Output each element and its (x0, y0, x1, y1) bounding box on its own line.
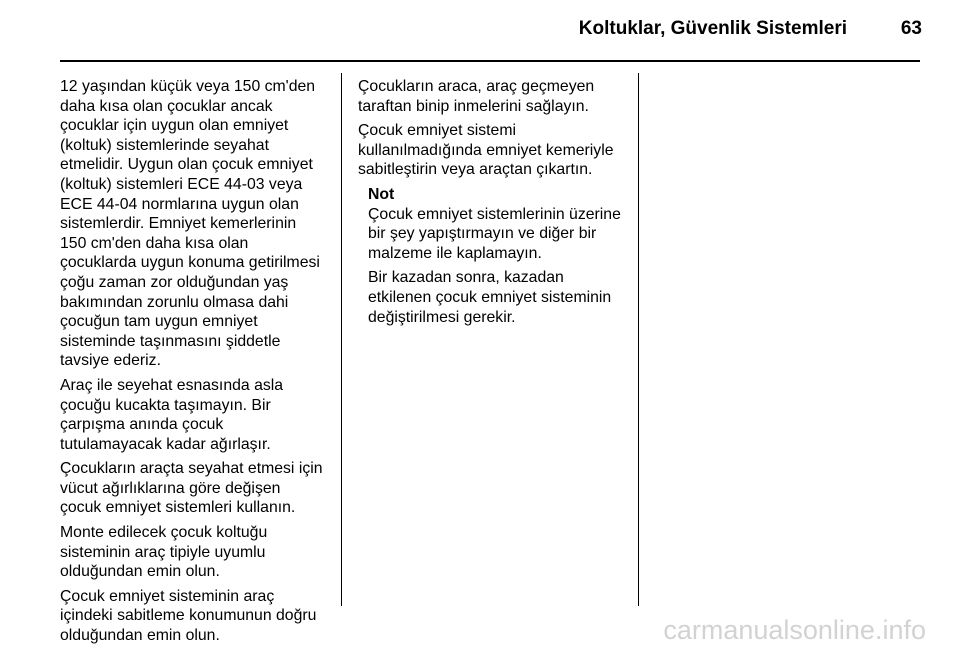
paragraph-7 (358, 121, 621, 180)
text-line: etmelidir. Uygun olan çocuk emniyet (60, 156, 313, 174)
paragraph-1 (60, 77, 323, 371)
paragraph-5 (60, 587, 323, 646)
text-line: vücut ağırlıklarına göre değişen (60, 479, 281, 497)
paragraph-4 (60, 523, 323, 582)
footer-watermark: carmanualsonline.info (663, 615, 926, 645)
paragraph-3 (60, 459, 323, 518)
text-line: bir şey yapıştırmayın ve diğer bir (368, 225, 597, 243)
text-line: sabitleştirin veya araçtan çıkartın. (358, 161, 593, 179)
text-line: daha kısa olan çocuklar ancak (60, 97, 273, 115)
text-line: 150 cm'den daha kısa olan (60, 234, 249, 252)
text-line: tavsiye ederiz. (60, 352, 161, 370)
text-line: sisteminin araç tipiyle uyumlu (60, 543, 266, 561)
text-line: çocuğun tam uygun emniyet (60, 313, 258, 331)
text-line: taraftan binip inmelerini sağlayın. (358, 97, 589, 115)
text-line: (koltuk) sistemleri ECE 44-03 veya (60, 175, 303, 193)
text-line: Araç ile seyehat esnasında asla (60, 376, 284, 394)
paragraph-2 (60, 376, 323, 454)
text-line: çocuk emniyet sistemleri kullanın. (60, 499, 296, 517)
text-column-2 (358, 77, 621, 332)
note-paragraph-2 (368, 268, 621, 327)
text-line: sisteminde taşınmasını şiddetle (60, 332, 281, 350)
text-line: çoğu zaman zor olduğundan yaş (60, 273, 289, 291)
page-title: Koltuklar, Güvenlik Sistemleri (578, 18, 847, 39)
text-line: Bir kazadan sonra, kazadan (368, 269, 564, 287)
text-line: Çocuk emniyet sistemlerinin üzerine (368, 205, 621, 223)
text-line: sistemlerdir. Emniyet kemerlerinin (60, 215, 297, 233)
text-line: etkilenen çocuk emniyet sisteminin (368, 288, 612, 306)
text-line: içindeki sabitleme konumunun doğru (60, 607, 317, 625)
text-line: ECE 44-04 normlarına uygun olan (60, 195, 299, 213)
text-line: çocuklar için uygun olan emniyet (60, 117, 289, 135)
text-line: tutulamayacak kadar ağırlaşır. (60, 435, 271, 453)
text-line: Çocuk emniyet sistemi (358, 122, 517, 140)
text-line: çocuğu kucakta taşımayın. Bir (60, 396, 271, 414)
page-number: 63 (900, 18, 922, 39)
text-line: 12 yaşından küçük veya 150 cm'den (60, 78, 316, 95)
text-line: (koltuk) sistemlerinde seyahat (60, 136, 269, 154)
text-column-1 (60, 77, 323, 651)
note-title: Not (368, 185, 395, 203)
paragraph-6 (358, 77, 621, 116)
column-divider-right (638, 73, 639, 606)
note-box (368, 185, 621, 327)
text-line: olduğundan emin olun. (60, 563, 220, 581)
text-line: Çocukların araca, araç geçmeyen (358, 78, 595, 95)
header-divider (60, 60, 920, 62)
text-line: olduğundan emin olun. (60, 627, 220, 645)
text-line: çocuklarda uygun konuma getirilmesi (60, 254, 320, 272)
text-line: Çocukların araçta seyahat etmesi için (60, 460, 323, 478)
note-paragraph-1 (368, 205, 621, 264)
text-line: Çocuk emniyet sisteminin araç (60, 587, 275, 605)
text-line: değiştirilmesi gerekir. (368, 308, 516, 326)
text-line: çarpışma anında çocuk (60, 416, 224, 434)
text-line: malzeme ile kaplamayın. (368, 244, 542, 262)
text-line: kullanılmadığında emniyet kemeriyle (358, 141, 614, 159)
column-divider-left (341, 73, 342, 606)
text-line: Monte edilecek çocuk koltuğu (60, 524, 268, 542)
text-line: bakımından zorunlu olmasa dahi (60, 293, 289, 311)
